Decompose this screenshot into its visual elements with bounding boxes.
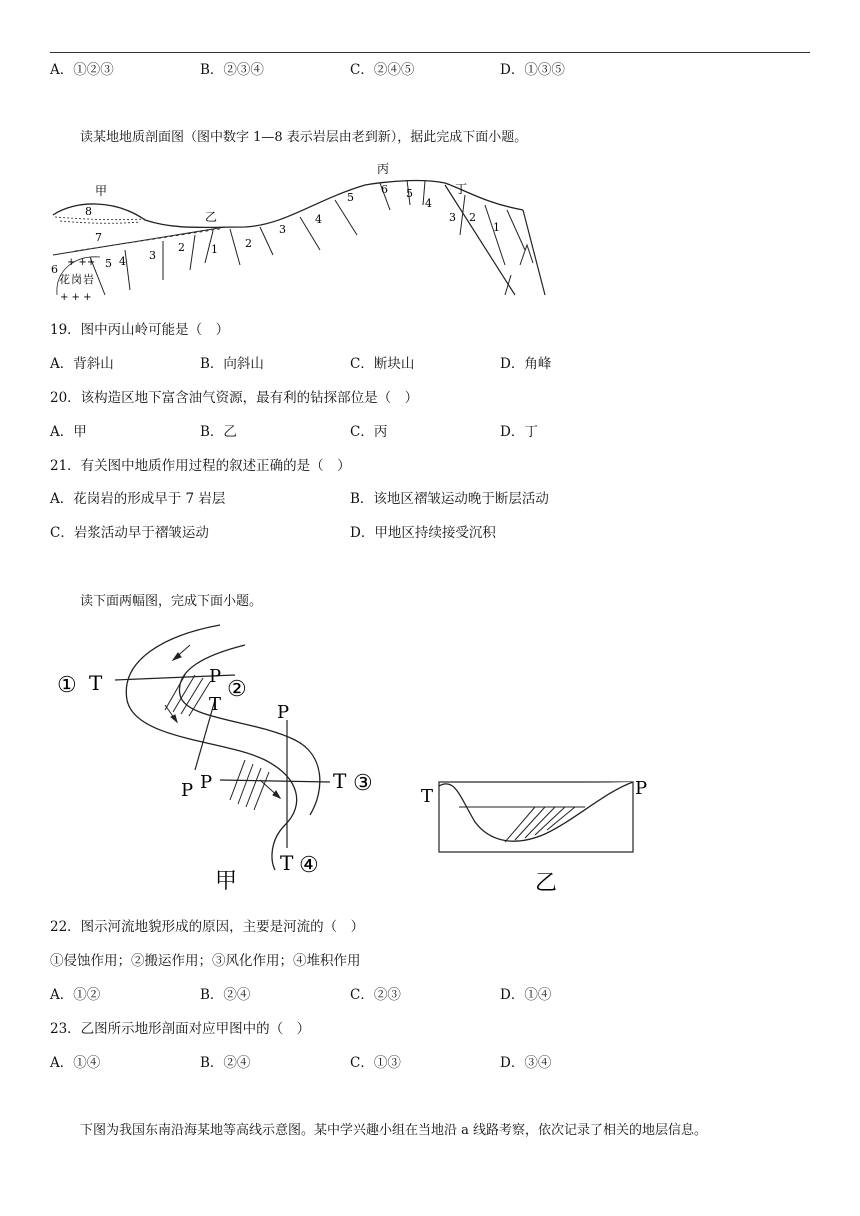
profile-label-3: ③ <box>353 771 373 796</box>
profile-T-2: T <box>209 694 222 715</box>
q21-stem: 21．有关图中地质作用过程的叙述正确的是（ ） <box>50 458 351 474</box>
section1-intro: 读某地地质剖面图（图中数字 1—8 表示岩层由老到新），据此完成下面小题。 <box>80 130 528 145</box>
q20-option-c[interactable]: C．丙 <box>350 424 388 440</box>
q21-option-c[interactable]: C．岩浆活动早于褶皱运动 <box>50 525 209 541</box>
granite-symbols: + ++ <box>67 257 96 268</box>
layer-number: 4 <box>119 255 126 268</box>
q21-option-b[interactable]: B．该地区褶皱运动晚于断层活动 <box>350 491 549 507</box>
q18-option-d[interactable]: D．①③⑤ <box>500 62 565 78</box>
profile-T-1: T <box>89 671 103 695</box>
label-granite: 花岗岩 <box>59 273 95 286</box>
profile-P-2: P <box>181 780 194 801</box>
layer-number: 5 <box>347 191 354 204</box>
layer-number: 6 <box>51 263 58 276</box>
figure-caption-yi: 乙 <box>535 871 558 896</box>
q22-statement: ①侵蚀作用；②搬运作用；③风化作用；④堆积作用 <box>50 953 361 969</box>
layer-number: 1 <box>493 221 500 234</box>
q20-option-b[interactable]: B．乙 <box>200 424 237 440</box>
q19-option-c[interactable]: C．断块山 <box>350 356 415 372</box>
q22-option-b[interactable]: B．②④ <box>200 987 251 1003</box>
q21-option-a[interactable]: A．花岗岩的形成早于 7 岩层 <box>50 491 226 507</box>
profile-label-2: ② <box>227 677 247 702</box>
q22-stem: 22．图示河流地貌形成的原因，主要是河流的（ ） <box>50 919 365 935</box>
geologic-section-figure <box>45 155 555 305</box>
profile-P-3: P <box>200 772 213 793</box>
label-ding: 丁 <box>455 182 468 196</box>
river-meander-figure <box>55 620 395 895</box>
layer-number: 3 <box>449 211 456 224</box>
label-jia: 甲 <box>95 184 108 198</box>
q19-option-a[interactable]: A．背斜山 <box>50 356 114 372</box>
label-bing: 丙 <box>377 162 390 176</box>
q23-stem: 23．乙图所示地形剖面对应甲图中的（ ） <box>50 1021 311 1037</box>
profile-P-4: P <box>277 702 290 723</box>
river-profile-figure <box>415 772 660 897</box>
q19-stem: 19．图中丙山岭可能是（ ） <box>50 322 230 338</box>
figure-caption-jia: 甲 <box>215 869 238 894</box>
layer-number: 2 <box>245 237 252 250</box>
q20-stem: 20．该构造区地下富含油气资源，最有利的钻探部位是（ ） <box>50 390 419 406</box>
q22-option-a[interactable]: A．①② <box>50 987 101 1003</box>
layer-number: 7 <box>95 231 102 244</box>
layer-number: 6 <box>381 183 388 196</box>
section3-intro: 下图为我国东南沿海某地等高线示意图。某中学兴趣小组在当地沿 a 线路考察，依次记录了相关的地层信息。 <box>80 1123 708 1138</box>
profile-T-3: T <box>333 769 347 793</box>
q21-option-d[interactable]: D．甲地区持续接受沉积 <box>350 525 496 541</box>
q18-option-b[interactable]: B．②③④ <box>200 62 264 78</box>
label-yi: 乙 <box>205 210 218 224</box>
q23-option-a[interactable]: A．①④ <box>50 1055 101 1071</box>
q18-option-a[interactable]: A．①②③ <box>50 62 114 78</box>
profile-label-1: ① <box>57 673 77 698</box>
layer-number: 8 <box>85 205 92 218</box>
profile-yi-T: T <box>421 786 434 807</box>
q19-option-b[interactable]: B．向斜山 <box>200 356 264 372</box>
layer-number: 3 <box>279 223 286 236</box>
q23-option-d[interactable]: D．③④ <box>500 1055 552 1071</box>
q18-option-c[interactable]: C．②④⑤ <box>350 62 415 78</box>
q23-option-b[interactable]: B．②④ <box>200 1055 251 1071</box>
profile-yi-P: P <box>635 778 648 799</box>
layer-number: 4 <box>315 213 322 226</box>
q20-option-a[interactable]: A．甲 <box>50 424 87 440</box>
q23-option-c[interactable]: C．①③ <box>350 1055 401 1071</box>
layer-number: 1 <box>211 243 218 256</box>
profile-label-4: ④ <box>299 853 319 878</box>
layer-number: 2 <box>178 241 185 254</box>
layer-number: 3 <box>149 249 156 262</box>
header-rule <box>50 52 810 53</box>
section2-intro: 读下面两幅图，完成下面小题。 <box>80 594 263 609</box>
q22-option-d[interactable]: D．①④ <box>500 987 552 1003</box>
layer-number: 5 <box>105 257 112 270</box>
q22-option-c[interactable]: C．②③ <box>350 987 401 1003</box>
granite-symbols: + + + <box>60 292 92 303</box>
q20-option-d[interactable]: D．丁 <box>500 424 538 440</box>
q19-option-d[interactable]: D．角峰 <box>500 356 552 372</box>
layer-number: 2 <box>469 211 476 224</box>
profile-T-4: T <box>280 851 294 875</box>
profile-P-1: P <box>209 666 222 687</box>
layer-number: 4 <box>425 197 432 210</box>
layer-number: 5 <box>406 187 413 200</box>
